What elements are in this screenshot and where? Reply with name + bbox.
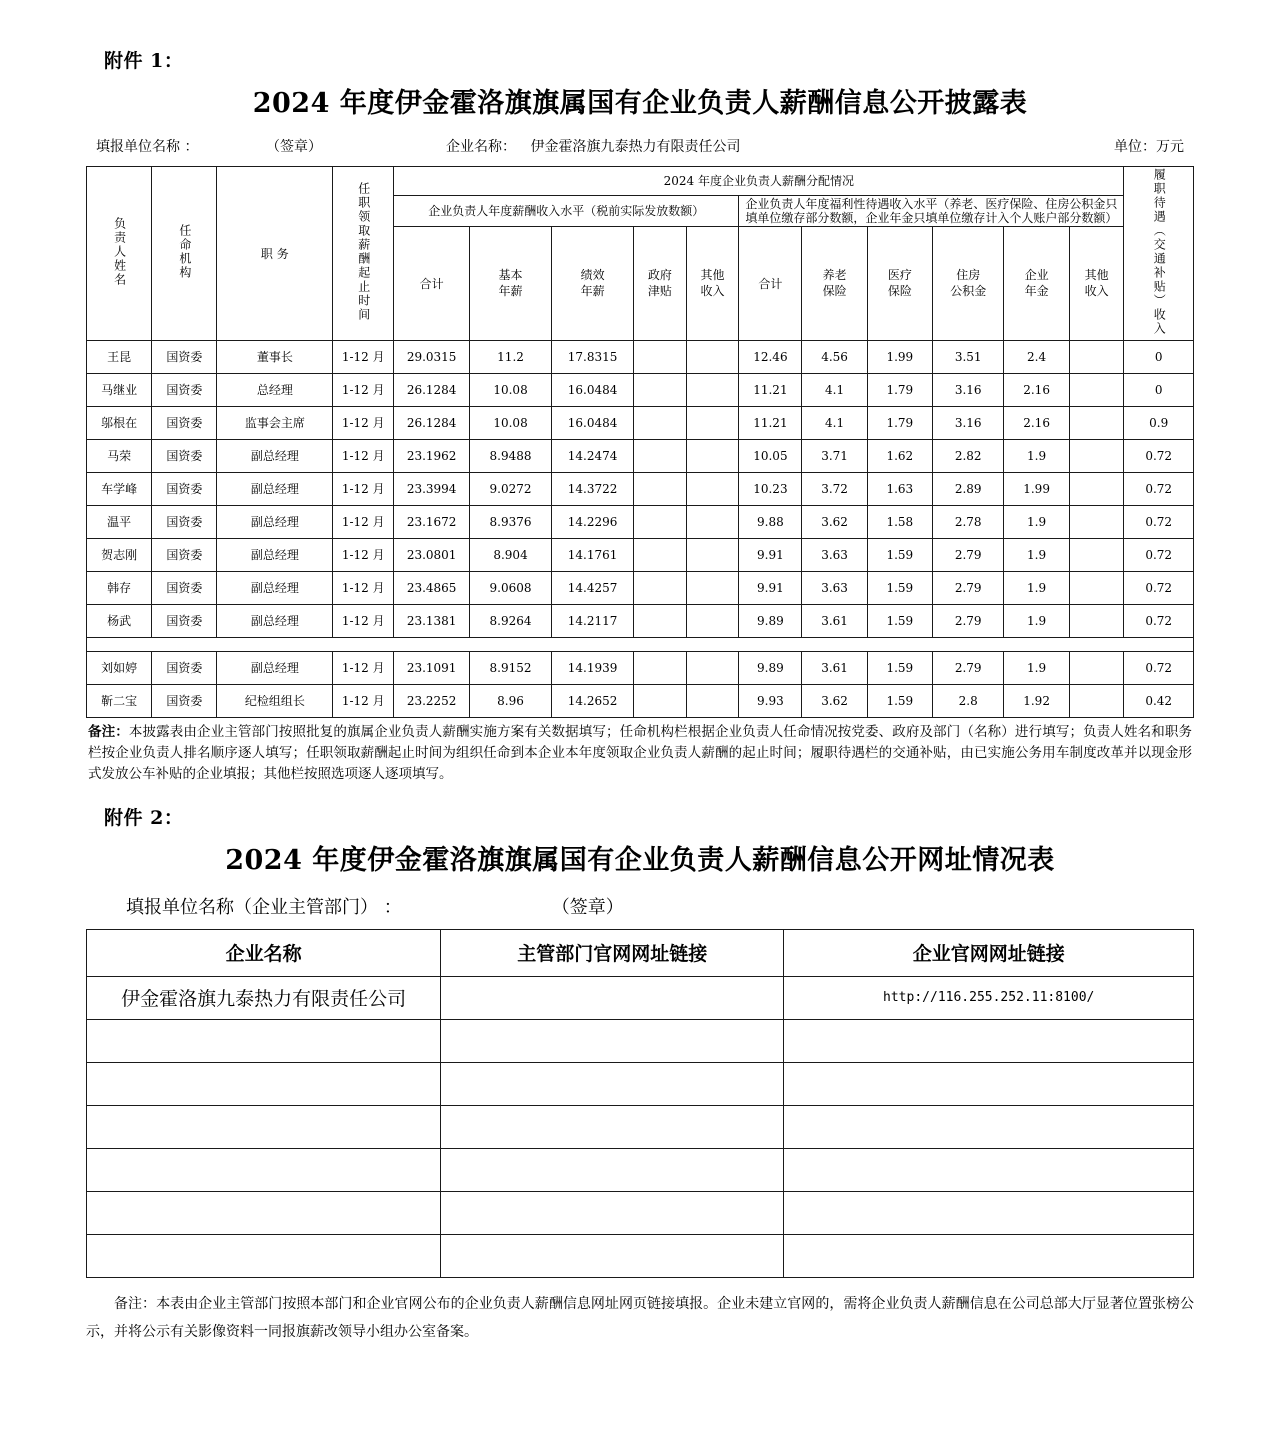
cell-housing: 2.8 bbox=[932, 685, 1004, 718]
cell-housing: 2.78 bbox=[932, 506, 1004, 539]
cell-corp-name bbox=[87, 1191, 441, 1234]
cell-welfare-total: 9.91 bbox=[739, 539, 802, 572]
website-disclosure-table bbox=[86, 929, 1194, 1278]
table-row bbox=[87, 685, 1194, 718]
cell-medical: 1.59 bbox=[867, 685, 932, 718]
th-appoint-org: 任命机构 bbox=[152, 167, 217, 341]
cell-position: 副总经理 bbox=[217, 440, 333, 473]
cell-tenure: 1-12 月 bbox=[333, 652, 394, 685]
th-salary-total: 合计 bbox=[394, 227, 470, 341]
cell-welfare-other bbox=[1069, 572, 1124, 605]
cell-corp-url bbox=[784, 1019, 1194, 1062]
cell-position: 副总经理 bbox=[217, 605, 333, 638]
attachment1-note bbox=[88, 722, 1192, 785]
cell-org: 国资委 bbox=[152, 539, 217, 572]
cell-perf: 14.2474 bbox=[552, 440, 634, 473]
cell-gov bbox=[634, 539, 687, 572]
cell-other bbox=[686, 652, 739, 685]
cell-salary-total: 23.2252 bbox=[394, 685, 470, 718]
th-welfare-other: 其他 收入 bbox=[1069, 227, 1124, 341]
seal-placeholder-2: （签章） bbox=[551, 896, 624, 918]
cell-medical: 1.59 bbox=[867, 605, 932, 638]
th-group-welfare: 企业负责人年度福利性待遇收入水平（养老、医疗保险、住房公积金只填单位缴存部分数额，企业年金只填单位缴存计入个人账户部分数额） bbox=[739, 196, 1124, 227]
cell-base: 9.0272 bbox=[470, 473, 552, 506]
corp-name-value: 伊金霍洛旗九泰热力有限责任公司 bbox=[530, 139, 741, 155]
cell-other bbox=[686, 572, 739, 605]
cell-other bbox=[686, 407, 739, 440]
cell-gov bbox=[634, 473, 687, 506]
cell-corp-name bbox=[87, 1019, 441, 1062]
cell-pension: 3.62 bbox=[802, 506, 867, 539]
cell-corp-url bbox=[784, 1062, 1194, 1105]
cell-base: 8.9488 bbox=[470, 440, 552, 473]
cell-org: 国资委 bbox=[152, 440, 217, 473]
cell-medical: 1.79 bbox=[867, 407, 932, 440]
attachment1-title: 2024 年度伊金霍洛旗旗属国有企业负责人薪酬信息公开披露表 bbox=[252, 88, 1028, 119]
cell-name: 马荣 bbox=[87, 440, 152, 473]
cell-other bbox=[686, 685, 739, 718]
corp-name-label: 企业名称： bbox=[446, 139, 516, 155]
cell-corp-name bbox=[87, 1148, 441, 1191]
cell-tenure: 1-12 月 bbox=[333, 685, 394, 718]
cell-corp-name bbox=[87, 1105, 441, 1148]
cell-other bbox=[686, 440, 739, 473]
cell-welfare-other bbox=[1069, 341, 1124, 374]
cell-duty: 0.72 bbox=[1124, 652, 1194, 685]
cell-perf: 14.2296 bbox=[552, 506, 634, 539]
th-corp-name: 企业名称 bbox=[87, 929, 441, 976]
cell-duty: 0.72 bbox=[1124, 605, 1194, 638]
cell-welfare-total: 11.21 bbox=[739, 374, 802, 407]
cell-name: 韩存 bbox=[87, 572, 152, 605]
cell-perf: 16.0484 bbox=[552, 407, 634, 440]
cell-welfare-other bbox=[1069, 506, 1124, 539]
attachment2-section bbox=[86, 803, 1194, 1346]
cell-gov bbox=[634, 440, 687, 473]
table-row bbox=[87, 506, 1194, 539]
cell-salary-total: 23.1672 bbox=[394, 506, 470, 539]
attachment1-meta-row bbox=[96, 136, 1184, 156]
salary-table-body bbox=[87, 341, 1194, 718]
cell-pension: 3.61 bbox=[802, 605, 867, 638]
cell-welfare-total: 9.91 bbox=[739, 572, 802, 605]
cell-dept-url bbox=[441, 1191, 784, 1234]
cell-annuity: 1.9 bbox=[1004, 652, 1069, 685]
cell-corp-name bbox=[87, 1234, 441, 1277]
cell-tenure: 1-12 月 bbox=[333, 341, 394, 374]
cell-salary-total: 23.4865 bbox=[394, 572, 470, 605]
cell-tenure: 1-12 月 bbox=[333, 407, 394, 440]
cell-perf: 14.1939 bbox=[552, 652, 634, 685]
cell-tenure: 1-12 月 bbox=[333, 539, 394, 572]
cell-welfare-other bbox=[1069, 605, 1124, 638]
cell-gov bbox=[634, 374, 687, 407]
cell-welfare-total: 12.46 bbox=[739, 341, 802, 374]
cell-gov bbox=[634, 341, 687, 374]
cell-perf: 14.2652 bbox=[552, 685, 634, 718]
cell-perf: 17.8315 bbox=[552, 341, 634, 374]
cell-tenure: 1-12 月 bbox=[333, 506, 394, 539]
cell-annuity: 2.4 bbox=[1004, 341, 1069, 374]
attachment2-note-label: 备注： bbox=[114, 1295, 157, 1312]
cell-salary-total: 23.0801 bbox=[394, 539, 470, 572]
cell-other bbox=[686, 341, 739, 374]
cell-pension: 3.63 bbox=[802, 539, 867, 572]
table-row bbox=[87, 1019, 1194, 1062]
cell-welfare-other bbox=[1069, 440, 1124, 473]
cell-medical: 1.99 bbox=[867, 341, 932, 374]
cell-housing: 2.82 bbox=[932, 440, 1004, 473]
cell-position: 副总经理 bbox=[217, 539, 333, 572]
cell-dept-url bbox=[441, 1062, 784, 1105]
cell-welfare-other bbox=[1069, 652, 1124, 685]
cell-base: 8.9264 bbox=[470, 605, 552, 638]
cell-housing: 3.16 bbox=[932, 374, 1004, 407]
cell-annuity: 2.16 bbox=[1004, 374, 1069, 407]
table-row bbox=[87, 407, 1194, 440]
cell-tenure: 1-12 月 bbox=[333, 473, 394, 506]
cell-org: 国资委 bbox=[152, 374, 217, 407]
table-row bbox=[87, 374, 1194, 407]
cell-salary-total: 26.1284 bbox=[394, 407, 470, 440]
cell-annuity: 1.9 bbox=[1004, 440, 1069, 473]
cell-other bbox=[686, 605, 739, 638]
cell-welfare-total: 11.21 bbox=[739, 407, 802, 440]
cell-base: 8.9376 bbox=[470, 506, 552, 539]
cell-housing: 2.79 bbox=[932, 572, 1004, 605]
cell-pension: 4.56 bbox=[802, 341, 867, 374]
cell-gov bbox=[634, 506, 687, 539]
table-row bbox=[87, 1105, 1194, 1148]
table-row bbox=[87, 1062, 1194, 1105]
table-row bbox=[87, 1148, 1194, 1191]
table-row bbox=[87, 539, 1194, 572]
cell-org: 国资委 bbox=[152, 473, 217, 506]
cell-other bbox=[686, 473, 739, 506]
cell-pension: 3.62 bbox=[802, 685, 867, 718]
cell-salary-total: 23.1091 bbox=[394, 652, 470, 685]
cell-tenure: 1-12 月 bbox=[333, 572, 394, 605]
attachment1-label: 附件 1： bbox=[104, 50, 184, 72]
cell-pension: 4.1 bbox=[802, 374, 867, 407]
th-tenure: 任职领取薪酬起止时间 bbox=[333, 167, 394, 341]
cell-salary-total: 23.3994 bbox=[394, 473, 470, 506]
cell-pension: 3.71 bbox=[802, 440, 867, 473]
attachment1-note-text: 本披露表由企业主管部门按照批复的旗属企业负责人薪酬实施方案有关数据填写；任命机构栏根据企业负责人任命情况按党委、政府及部门（名称）进行填写；负责人姓名和职务栏按企业负责人排名顺序逐人填写；任职领取薪酬起止时间为组织任命到本企业本年度领取企业负责人薪酬的起止时间；履职待遇栏的交通补贴，由已实施公务用车制度改革并以现金形式发放公车补贴的企业填报；其他栏按照选项逐人逐项填写。 bbox=[88, 724, 1193, 782]
cell-position: 总经理 bbox=[217, 374, 333, 407]
th-base-salary: 基本 年薪 bbox=[470, 227, 552, 341]
cell-welfare-other bbox=[1069, 539, 1124, 572]
cell-position: 副总经理 bbox=[217, 572, 333, 605]
cell-other bbox=[686, 374, 739, 407]
cell-corp-url[interactable]: http://116.255.252.11:8100/ bbox=[784, 976, 1194, 1019]
cell-duty: 0.72 bbox=[1124, 440, 1194, 473]
cell-salary-total: 29.0315 bbox=[394, 341, 470, 374]
th-perf-salary: 绩效 年薪 bbox=[552, 227, 634, 341]
attachment2-note bbox=[86, 1290, 1194, 1346]
cell-annuity: 1.9 bbox=[1004, 572, 1069, 605]
cell-medical: 1.63 bbox=[867, 473, 932, 506]
cell-duty: 0.72 bbox=[1124, 473, 1194, 506]
th-annuity: 企业 年金 bbox=[1004, 227, 1069, 341]
cell-corp-url bbox=[784, 1234, 1194, 1277]
cell-salary-total: 26.1284 bbox=[394, 374, 470, 407]
cell-welfare-total: 9.88 bbox=[739, 506, 802, 539]
cell-salary-total: 23.1381 bbox=[394, 605, 470, 638]
cell-position: 监事会主席 bbox=[217, 407, 333, 440]
cell-other bbox=[686, 506, 739, 539]
cell-welfare-total: 9.89 bbox=[739, 652, 802, 685]
cell-base: 11.2 bbox=[470, 341, 552, 374]
cell-corp-url bbox=[784, 1191, 1194, 1234]
cell-pension: 3.63 bbox=[802, 572, 867, 605]
attachment2-note-text: 本表由企业主管部门按照本部门和企业官网公布的企业负责人薪酬信息网址网页链接填报。企业未建立官网的，需将企业负责人薪酬信息在公司总部大厅显著位置张榜公示，并将公示有关影像资料一同报旗薪改领导小组办公室备案。 bbox=[86, 1295, 1195, 1340]
cell-tenure: 1-12 月 bbox=[333, 440, 394, 473]
reporting-unit-label: 填报单位名称 ： bbox=[96, 139, 199, 155]
cell-org: 国资委 bbox=[152, 407, 217, 440]
cell-name: 马继业 bbox=[87, 374, 152, 407]
cell-name: 王昆 bbox=[87, 341, 152, 374]
table-row bbox=[87, 652, 1194, 685]
th-pension: 养老 保险 bbox=[802, 227, 867, 341]
corp-name-field bbox=[446, 136, 1064, 156]
cell-corp-name: 伊金霍洛旗九泰热力有限责任公司 bbox=[87, 976, 441, 1019]
table-row bbox=[87, 473, 1194, 506]
cell-medical: 1.59 bbox=[867, 652, 932, 685]
table-row bbox=[87, 341, 1194, 374]
cell-annuity: 2.16 bbox=[1004, 407, 1069, 440]
cell-pension: 3.61 bbox=[802, 652, 867, 685]
cell-duty: 0.9 bbox=[1124, 407, 1194, 440]
table-row bbox=[87, 1191, 1194, 1234]
cell-welfare-other bbox=[1069, 685, 1124, 718]
cell-duty: 0 bbox=[1124, 341, 1194, 374]
th-gov-subsidy: 政府 津贴 bbox=[634, 227, 687, 341]
cell-pension: 3.72 bbox=[802, 473, 867, 506]
cell-gov bbox=[634, 572, 687, 605]
cell-other bbox=[686, 539, 739, 572]
salary-disclosure-table bbox=[86, 166, 1194, 718]
cell-position: 副总经理 bbox=[217, 473, 333, 506]
cell-corp-url bbox=[784, 1148, 1194, 1191]
cell-perf: 14.3722 bbox=[552, 473, 634, 506]
cell-duty: 0.42 bbox=[1124, 685, 1194, 718]
cell-housing: 3.16 bbox=[932, 407, 1004, 440]
cell-org: 国资委 bbox=[152, 685, 217, 718]
cell-name: 刘如婷 bbox=[87, 652, 152, 685]
cell-medical: 1.59 bbox=[867, 539, 932, 572]
cell-housing: 2.89 bbox=[932, 473, 1004, 506]
cell-gov bbox=[634, 685, 687, 718]
cell-welfare-total: 9.89 bbox=[739, 605, 802, 638]
th-corp-url: 企业官网网址链接 bbox=[784, 929, 1194, 976]
cell-org: 国资委 bbox=[152, 572, 217, 605]
table-spacer-row bbox=[87, 638, 1194, 652]
table-row bbox=[87, 440, 1194, 473]
cell-tenure: 1-12 月 bbox=[333, 605, 394, 638]
cell-name: 邬根在 bbox=[87, 407, 152, 440]
cell-welfare-total: 9.93 bbox=[739, 685, 802, 718]
reporting-unit-label-2: 填报单位名称（企业主管部门） ： bbox=[126, 896, 402, 918]
cell-housing: 2.79 bbox=[932, 539, 1004, 572]
cell-housing: 2.79 bbox=[932, 652, 1004, 685]
cell-welfare-other bbox=[1069, 407, 1124, 440]
th-group-all: 2024 年度企业负责人薪酬分配情况 bbox=[394, 167, 1124, 196]
cell-annuity: 1.9 bbox=[1004, 506, 1069, 539]
attachment2-meta-row bbox=[126, 893, 1194, 919]
cell-gov bbox=[634, 605, 687, 638]
table-row bbox=[87, 605, 1194, 638]
cell-medical: 1.59 bbox=[867, 572, 932, 605]
cell-medical: 1.79 bbox=[867, 374, 932, 407]
cell-welfare-total: 10.23 bbox=[739, 473, 802, 506]
cell-base: 10.08 bbox=[470, 407, 552, 440]
cell-name: 车学峰 bbox=[87, 473, 152, 506]
table-row bbox=[87, 976, 1194, 1019]
cell-base: 10.08 bbox=[470, 374, 552, 407]
cell-org: 国资委 bbox=[152, 652, 217, 685]
cell-dept-url bbox=[441, 1105, 784, 1148]
cell-name: 贺志刚 bbox=[87, 539, 152, 572]
th-welfare-total: 合计 bbox=[739, 227, 802, 341]
cell-position: 董事长 bbox=[217, 341, 333, 374]
cell-duty: 0 bbox=[1124, 374, 1194, 407]
cell-welfare-other bbox=[1069, 473, 1124, 506]
cell-position: 副总经理 bbox=[217, 506, 333, 539]
cell-perf: 16.0484 bbox=[552, 374, 634, 407]
cell-org: 国资委 bbox=[152, 341, 217, 374]
th-dept-url: 主管部门官网网址链接 bbox=[441, 929, 784, 976]
table-row bbox=[87, 1234, 1194, 1277]
cell-org: 国资委 bbox=[152, 506, 217, 539]
seal-placeholder: （签章） bbox=[266, 139, 322, 155]
table-row bbox=[87, 572, 1194, 605]
cell-dept-url bbox=[441, 1148, 784, 1191]
cell-medical: 1.62 bbox=[867, 440, 932, 473]
cell-annuity: 1.92 bbox=[1004, 685, 1069, 718]
cell-housing: 3.51 bbox=[932, 341, 1004, 374]
th-other-income: 其他 收入 bbox=[686, 227, 739, 341]
th-name: 负责人姓名 bbox=[87, 167, 152, 341]
cell-dept-url bbox=[441, 1019, 784, 1062]
cell-base: 8.96 bbox=[470, 685, 552, 718]
cell-name: 温平 bbox=[87, 506, 152, 539]
cell-tenure: 1-12 月 bbox=[333, 374, 394, 407]
cell-perf: 14.2117 bbox=[552, 605, 634, 638]
attachment2-label: 附件 2： bbox=[104, 806, 184, 829]
cell-welfare-total: 10.05 bbox=[739, 440, 802, 473]
cell-corp-name bbox=[87, 1062, 441, 1105]
cell-corp-url bbox=[784, 1105, 1194, 1148]
th-position: 职 务 bbox=[217, 167, 333, 341]
cell-housing: 2.79 bbox=[932, 605, 1004, 638]
cell-org: 国资委 bbox=[152, 605, 217, 638]
cell-perf: 14.4257 bbox=[552, 572, 634, 605]
cell-dept-url bbox=[441, 976, 784, 1019]
cell-dept-url bbox=[441, 1234, 784, 1277]
cell-gov bbox=[634, 652, 687, 685]
attachment1-note-label: 备注： bbox=[88, 724, 129, 741]
cell-base: 9.0608 bbox=[470, 572, 552, 605]
th-housing: 住房 公积金 bbox=[932, 227, 1004, 341]
cell-salary-total: 23.1962 bbox=[394, 440, 470, 473]
cell-annuity: 1.9 bbox=[1004, 605, 1069, 638]
attachment2-title: 2024 年度伊金霍洛旗旗属国有企业负责人薪酬信息公开网址情况表 bbox=[225, 844, 1055, 876]
cell-base: 8.9152 bbox=[470, 652, 552, 685]
th-medical: 医疗 保险 bbox=[867, 227, 932, 341]
cell-annuity: 1.9 bbox=[1004, 539, 1069, 572]
cell-medical: 1.58 bbox=[867, 506, 932, 539]
cell-welfare-other bbox=[1069, 374, 1124, 407]
th-group-duty: 履职待遇（交通补贴）收入 bbox=[1124, 167, 1194, 341]
cell-name: 杨武 bbox=[87, 605, 152, 638]
website-table-body bbox=[87, 976, 1194, 1277]
cell-position: 纪检组组长 bbox=[217, 685, 333, 718]
cell-name: 靳二宝 bbox=[87, 685, 152, 718]
th-group-salary: 企业负责人年度薪酬收入水平（税前实际发放数额） bbox=[394, 196, 739, 227]
cell-pension: 4.1 bbox=[802, 407, 867, 440]
unit-label: 单位：万元 bbox=[1114, 139, 1184, 155]
cell-gov bbox=[634, 407, 687, 440]
cell-perf: 14.1761 bbox=[552, 539, 634, 572]
cell-position: 副总经理 bbox=[217, 652, 333, 685]
cell-duty: 0.72 bbox=[1124, 506, 1194, 539]
cell-duty: 0.72 bbox=[1124, 539, 1194, 572]
cell-duty: 0.72 bbox=[1124, 572, 1194, 605]
cell-base: 8.904 bbox=[470, 539, 552, 572]
cell-annuity: 1.99 bbox=[1004, 473, 1069, 506]
